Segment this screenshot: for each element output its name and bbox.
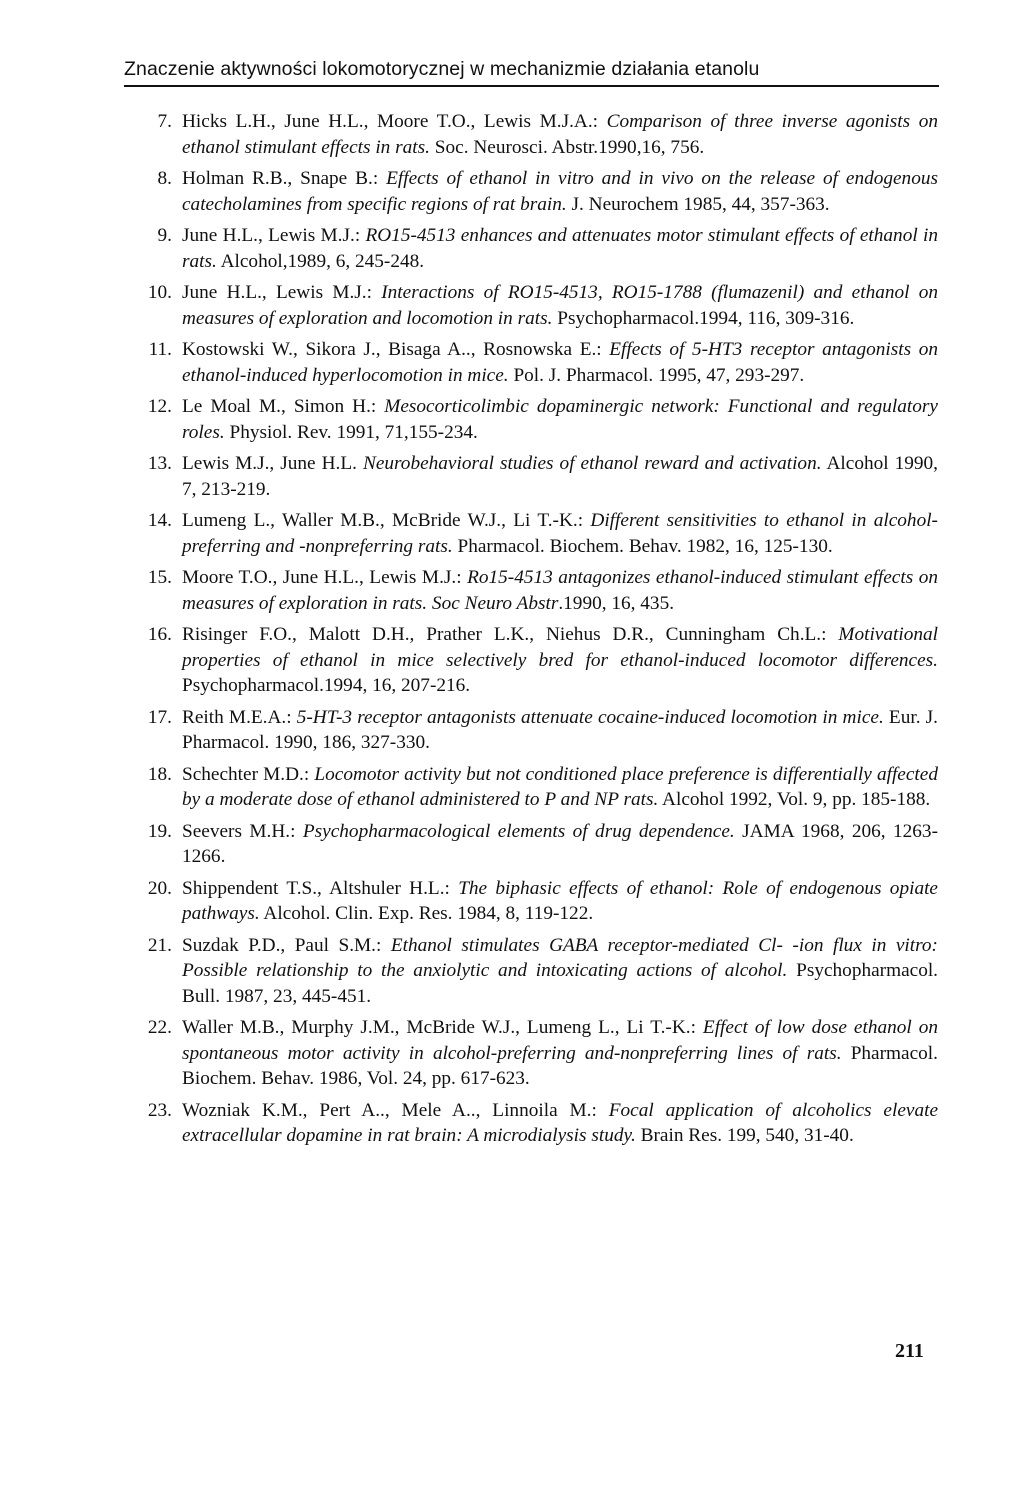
- reference-number: 21.: [147, 934, 172, 956]
- running-head: Znaczenie aktywności lokomotorycznej w mechanizmie działania etanolu: [124, 58, 760, 80]
- reference-item: [140, 451, 938, 502]
- reference-number: 22.: [147, 1017, 172, 1038]
- reference-item: [140, 223, 938, 274]
- page-number: 211: [895, 1340, 924, 1362]
- reference-number: 7.: [157, 111, 172, 132]
- header-rule: [124, 85, 939, 87]
- reference-item: [140, 705, 938, 756]
- reference-number: 17.: [147, 706, 172, 728]
- reference-source: Soc. Neurosci. Abstr.1990,16, 756.: [429, 136, 705, 158]
- reference-source: Pharmacol. Biochem. Behav. 1986, Vol. 24, pp. 617-623.: [182, 1042, 938, 1089]
- reference-item: [140, 762, 938, 813]
- reference-authors: Shippendent T.S., Altshuler H.L.:: [182, 877, 459, 899]
- reference-source: Brain Res. 199, 540, 31-40.: [635, 1125, 854, 1146]
- reference-source: Physiol. Rev. 1991, 71,155-234.: [224, 421, 478, 443]
- reference-authors: Waller M.B., Murphy J.M., McBride W.J., Lumeng L., Li T.-K.:: [182, 1017, 703, 1038]
- reference-title: RO15-4513 enhances and attenuates motor stimulant effects of ethanol in rats.: [182, 225, 938, 272]
- reference-number: 14.: [147, 510, 172, 531]
- reference-source: Alcohol 1992, Vol. 9, pp. 185-188.: [658, 789, 931, 810]
- reference-title: Comparison of three inverse agonists on ethanol stimulant effects in rats.: [182, 111, 938, 158]
- reference-number: 12.: [147, 396, 172, 417]
- reference-item: [140, 508, 938, 559]
- reference-authors: Suzdak P.D., Paul S.M.:: [182, 934, 391, 956]
- reference-number: 18.: [147, 763, 172, 785]
- reference-source: Pol. J. Pharmacol. 1995, 47, 293-297.: [508, 364, 805, 386]
- reference-title: Effect of low dose ethanol on spontaneous motor activity in alcohol-preferring and-nonpreferring lines of rats.: [182, 1017, 938, 1064]
- reference-number: 16.: [147, 624, 172, 645]
- reference-source: JAMA 1968, 206, 1263-1266.: [182, 820, 938, 867]
- reference-source: Eur. J. Pharmacol. 1990, 186, 327-330.: [182, 706, 938, 753]
- reference-title: Motivational properties of ethanol in mice selectively bred for ethanol-induced locomotor differences.: [182, 624, 938, 671]
- reference-authors: Hicks L.H., June H.L., Moore T.O., Lewis M.J.A.:: [182, 111, 607, 132]
- reference-authors: Holman R.B., Snape B.:: [182, 168, 387, 189]
- reference-authors: June H.L., Lewis M.J.:: [182, 225, 366, 246]
- reference-item: [140, 1015, 938, 1092]
- reference-source: Alcohol,1989, 6, 245-248.: [216, 250, 425, 272]
- reference-number: 23.: [147, 1099, 172, 1121]
- reference-title: Ro15-4513 antagonizes ethanol-induced stimulant effects on measures of exploration in rats. Soc Neuro Abstr: [182, 567, 938, 614]
- reference-title: Focal application of alcoholics elevate extracellular dopamine in rat brain: A microdialysis study.: [182, 1099, 939, 1146]
- reference-title: Mesocorticolimbic dopaminergic network: Functional and regulatory roles.: [182, 396, 938, 443]
- reference-item: [140, 280, 938, 331]
- reference-title: Effects of 5-HT3 receptor antagonists on ethanol-induced hyperlocomotion in mice.: [182, 339, 938, 386]
- reference-authors: Seevers M.H.:: [182, 820, 303, 842]
- reference-authors: Wozniak K.M., Pert A.., Mele A.., Linnoila M.:: [182, 1099, 609, 1121]
- reference-number: 8.: [157, 168, 172, 189]
- reference-title: Psychopharmacological elements of drug dependence.: [302, 820, 735, 842]
- reference-number: 19.: [147, 820, 172, 842]
- reference-authors: Lumeng L., Waller M.B., McBride W.J., Li T.-K.:: [182, 510, 591, 531]
- reference-number: 11.: [148, 339, 172, 360]
- reference-number: 9.: [157, 225, 172, 246]
- reference-number: 20.: [147, 877, 172, 899]
- reference-item: [140, 876, 938, 927]
- reference-source: Psychopharmacol.1994, 116, 309-316.: [552, 307, 855, 329]
- reference-authors: Risinger F.O., Malott D.H., Prather L.K., Niehus D.R., Cunningham Ch.L.:: [182, 624, 839, 645]
- reference-item: [140, 1098, 938, 1149]
- reference-item: [140, 622, 938, 699]
- reference-item: [140, 394, 938, 445]
- reference-title: The biphasic effects of ethanol: Role of endogenous opiate pathways.: [182, 877, 938, 924]
- reference-authors: June H.L., Lewis M.J.:: [182, 282, 382, 303]
- reference-title: Different sensitivities to ethanol in alcohol-preferring and -nonpreferring rats.: [182, 510, 938, 557]
- reference-source: Psychopharmacol.1994, 16, 207-216.: [182, 675, 471, 696]
- reference-number: 10.: [147, 282, 172, 303]
- reference-item: [140, 819, 938, 870]
- reference-authors: Le Moal M., Simon H.:: [182, 396, 385, 417]
- reference-source: Psychopharmacol. Bull. 1987, 23, 445-451.: [182, 960, 939, 1007]
- reference-authors: Kostowski W., Sikora J., Bisaga A.., Rosnowska E.:: [182, 339, 610, 360]
- reference-authors: Moore T.O., June H.L., Lewis M.J.:: [182, 567, 468, 588]
- reference-number: 13.: [147, 453, 172, 474]
- reference-title: Locomotor activity but not conditioned place preference is differentially affected by a moderate dose of ethanol administered to P and NP rats.: [182, 763, 938, 810]
- reference-source: J. Neurochem 1985, 44, 357-363.: [566, 193, 830, 215]
- reference-item: [140, 337, 938, 388]
- reference-list: [140, 109, 938, 1155]
- reference-authors: Schechter M.D.:: [182, 763, 315, 785]
- reference-title: Interactions of RO15-4513, RO15-1788 (flumazenil) and ethanol on measures of exploration and locomotion in rats.: [182, 282, 938, 329]
- reference-source: Alcohol 1990, 7, 213-219.: [182, 453, 938, 500]
- reference-item: [140, 109, 938, 160]
- reference-item: [140, 565, 938, 616]
- reference-number: 15.: [147, 567, 172, 588]
- reference-authors: Lewis M.J., June H.L.: [182, 453, 363, 474]
- reference-title: Neurobehavioral studies of ethanol reward and activation.: [362, 453, 822, 474]
- reference-title: Ethanol stimulates GABA receptor-mediated Cl- -ion flux in vitro: Possible relationship to the anxiolytic and intoxicating actions of alcohol.: [182, 934, 938, 981]
- reference-title: 5-HT-3 receptor antagonists attenuate cocaine-induced locomotion in mice.: [296, 706, 884, 728]
- reference-source: Alcohol. Clin. Exp. Res. 1984, 8, 119-122.: [259, 903, 594, 924]
- reference-authors: Reith M.E.A.:: [182, 706, 297, 728]
- reference-item: [140, 933, 938, 1010]
- reference-source: .1990, 16, 435.: [558, 592, 675, 614]
- reference-title: Effects of ethanol in vitro and in vivo on the release of endogenous catecholamines from specific regions of rat brain.: [182, 168, 938, 215]
- reference-item: [140, 166, 938, 217]
- reference-source: Pharmacol. Biochem. Behav. 1982, 16, 125-130.: [452, 535, 833, 557]
